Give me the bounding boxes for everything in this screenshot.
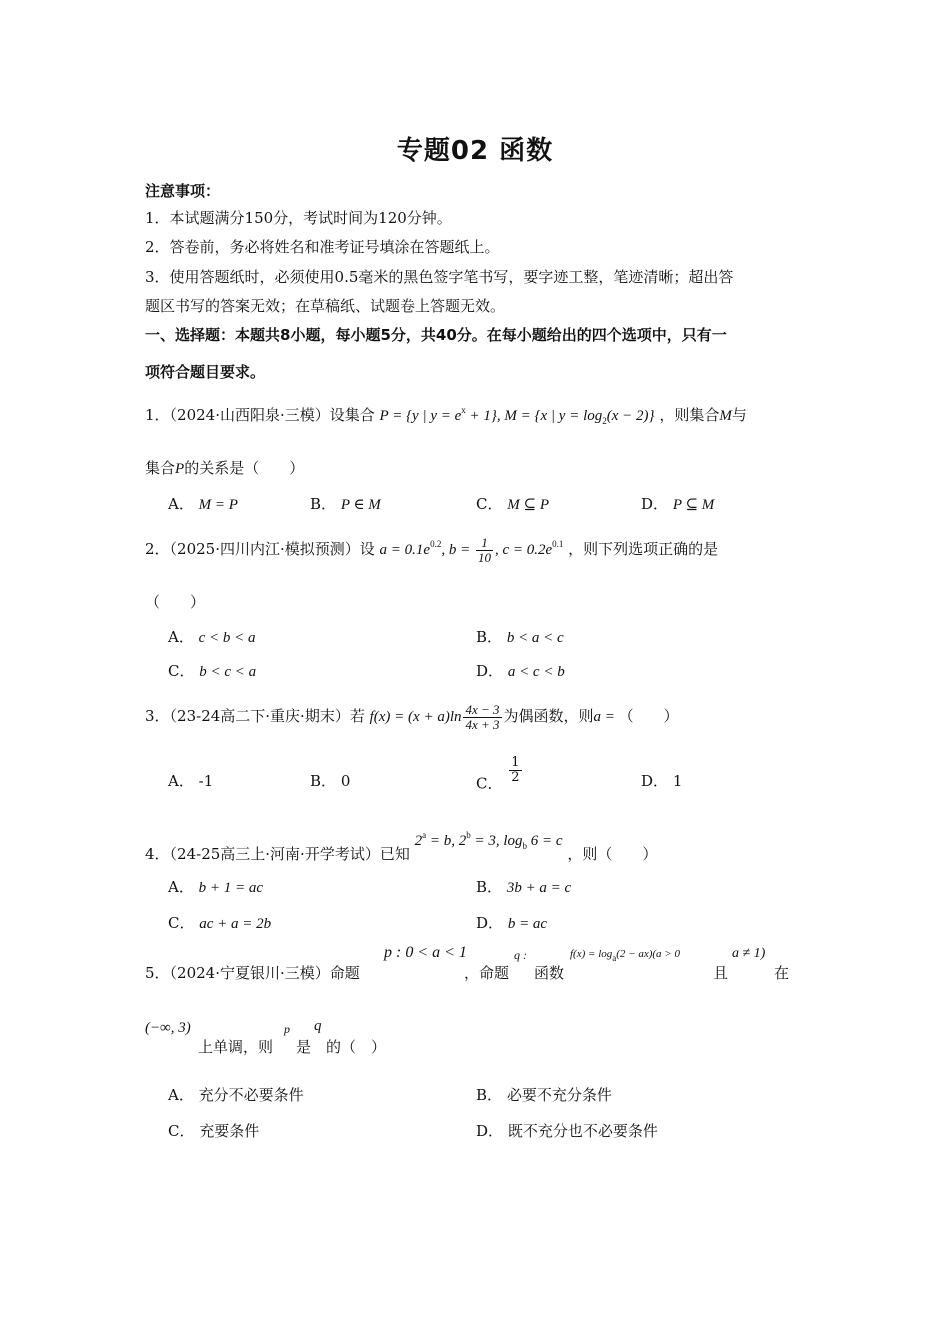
function-expression: f(x) = (x + a)ln $\frac{4x - 3}{4x + 3}$ [369,702,500,732]
question-3: 3．（23-24高二下·重庆·期末）若 f(x) = (x + a)ln $\frac{4x - 3}{4x + 3}$ 为偶函数，则a = （ ） [145,702,679,732]
question-1: 1．（2024·山西阳泉·三模）设集合 P = {y | $y = e^x + 1$}, M = {x | $y = \log_2(x - 2)$} ，则集合M与 [145,405,747,426]
q5-option-a: A． 充分不必要条件 [168,1086,304,1104]
abc-expression: $a = 0.1e^{0.2}$, b = $\frac{1}{10}$ , $c = 0.2e^{0.1}$ [379,535,564,565]
shi-word: 是 [296,1038,312,1056]
q3-option-b: B． 0 [310,772,351,790]
question-4: 4．（24-25高三上·河南·开学考试）已知 $2^a = b$, $2^b = 3$, $\log_b 6 = c$ ，则（ ） [145,830,658,863]
function-word: 函数 [534,964,565,982]
section-heading-line2: 项符合题目要求。 [145,363,266,381]
q4-option-d: D． b = ac [476,914,548,932]
notice-item-3: 3．使用答题纸时，必须使用0.5毫米的黑色签字笔书写，要字迹工整，笔迹清晰；超出答 [145,268,734,286]
notice-item-4: 题区书写的答案无效；在草稿纸、试题卷上答题无效。 [145,297,506,315]
q4-option-b: B． 3b + a = c [476,878,572,896]
question-source: （2024·山西阳泉·三模）设集合 [169,406,375,424]
question-number: 1． [145,406,170,424]
q2-option-c: C． b < c < a [168,662,257,680]
section-heading-line1: 一、选择题：本题共8小题，每小题5分，共40分。在每小题给出的四个选项中，只有一 [145,326,727,344]
de-paren: 的（ ） [326,1038,387,1056]
q4-option-c: C． ac + a = 2b [168,914,272,932]
q3-option-a: A． -1 [168,772,214,790]
log-function: $f(x) = \log_a(2 - ax)(a > 0$ [570,948,680,963]
proposition-q: q : [514,948,527,962]
q3-option-d: D． 1 [641,772,683,790]
q5-option-b: B． 必要不充分条件 [476,1086,612,1104]
proposition-p: p : 0 < a < 1 [384,944,467,961]
question-2-paren: （ ） [145,593,206,611]
q5-option-d: D． 既不充分也不必要条件 [476,1122,658,1140]
notice-item-2: 2．答卷前，务必将姓名和准考证号填涂在答题纸上。 [145,238,500,256]
q2-option-b: B． b < a < c [476,628,564,646]
question-5-line2: 上单调，则 [198,1038,274,1056]
q1-option-d: D． P ⊆ M [641,495,715,513]
page-title: 专题02 函数 [396,136,554,166]
q4-option-a: A． b + 1 = ac [168,878,264,896]
q1-option-b: B． P ∈ M [310,495,381,513]
q2-option-d: D． a < c < b [476,662,565,680]
question-5: 5．（2024·宁夏银川·三模）命题 [145,964,360,982]
proposition-q-label: ，命题 [464,964,510,982]
fraction: $\frac{1}{10}$ [477,535,491,565]
zai-word: 在 [774,964,790,982]
exp-log-expression: $2^a = b$, $2^b = 3$, $\log_b 6 = c$ [414,830,563,851]
q-symbol: q [314,1018,322,1034]
notice-heading: 注意事项： [145,182,221,200]
p-symbol: p [284,1022,290,1036]
q1-option-a: A． M = P [168,495,238,513]
q5-option-c: C． 充要条件 [168,1122,260,1140]
question-2: 2．（2025·四川内江·模拟预测）设 $a = 0.1e^{0.2}$, b = $\frac{1}{10}$ , $c = 0.2e^{0.1}$ ，则下列选项正确的是 [145,535,719,565]
qie-word: 且 [713,964,729,982]
q3-option-c: C． $\frac{1}{2}$ [476,755,520,793]
q2-option-a: A． c < b < a [168,628,256,646]
notice-item-1: 1．本试题满分150分，考试时间为120分钟。 [145,209,452,227]
question-1-line2: 集合P的关系是（ ） [145,459,305,477]
a-not-one: a ≠ 1) [732,946,766,961]
interval: (−∞, 3) [145,1020,191,1036]
set-p-expression: P = {y | $y = e^x + 1$}, M = {x | $y = \log_2(x - 2)$} [379,405,655,426]
q1-option-c: C． M ⊆ P [476,495,549,513]
